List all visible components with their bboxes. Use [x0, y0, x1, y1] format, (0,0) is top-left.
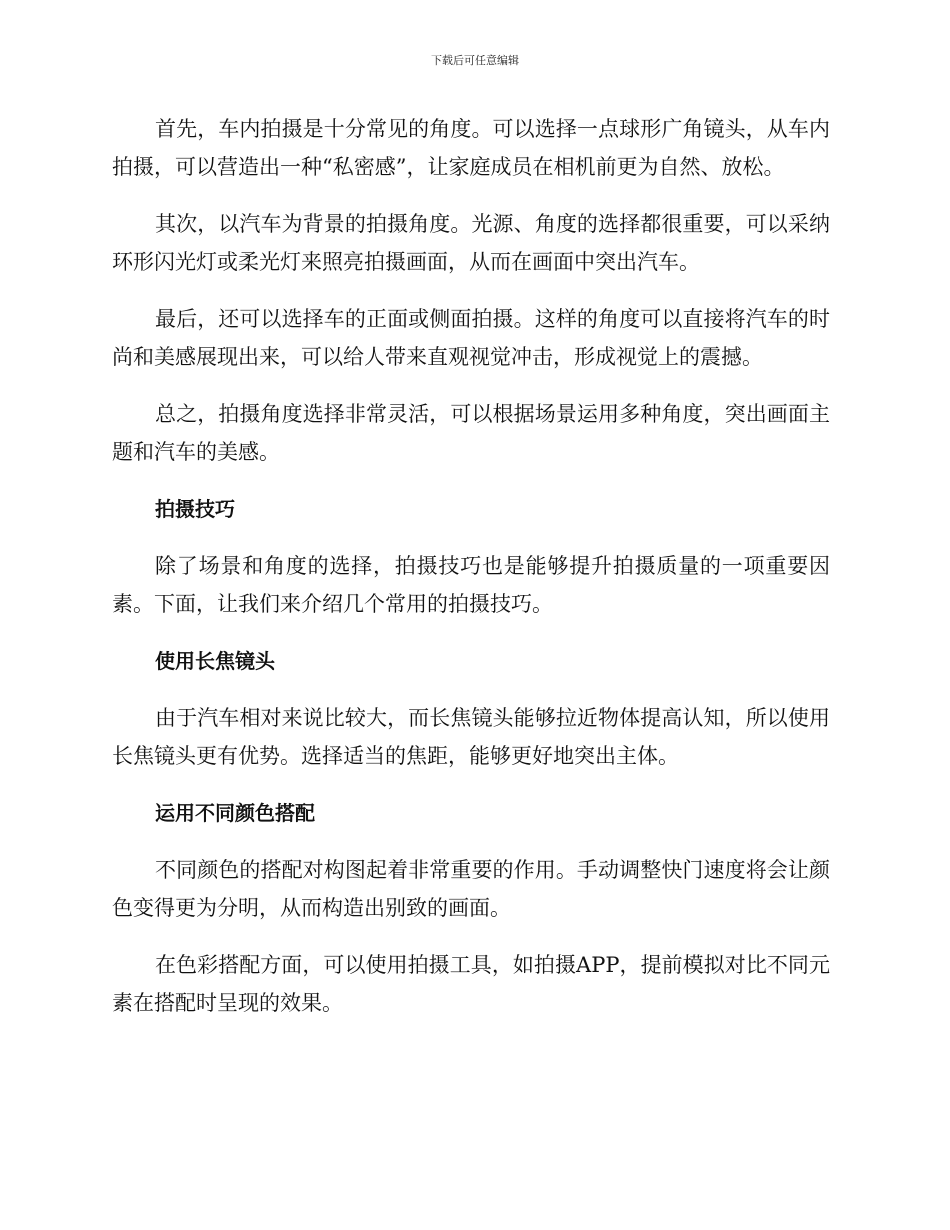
paragraph-spacer	[112, 680, 830, 699]
paragraph-angle-summary: 总之，拍摄角度选择非常灵活，可以根据场景运用多种角度，突出画面主题和汽车的美感。	[112, 402, 830, 464]
paragraph-interior-angle: 首先，车内拍摄是十分常见的角度。可以选择一点球形广角镜头，从车内拍摄，可以营造出一种“私密感”，让家庭成员在相机前更为自然、放松。	[112, 117, 830, 179]
paragraph-spacer	[112, 471, 830, 490]
paragraph-spacer	[112, 927, 830, 946]
paragraph-background-angle: 其次，以汽车为背景的拍摄角度。光源、角度的选择都很重要，可以采纳环形闪光灯或柔光灯来照亮拍摄画面，从而在画面中突出汽车。	[112, 212, 830, 274]
paragraph-color-tools: 在色彩搭配方面，可以使用拍摄工具，如拍摄APP，提前模拟对比不同元素在搭配时呈现的效果。	[112, 953, 830, 1015]
paragraph-spacer	[112, 376, 830, 395]
paragraph-spacer	[112, 623, 830, 642]
paragraph-color-composition: 不同颜色的搭配对构图起着非常重要的作用。手动调整快门速度将会让颜色变得更为分明，从而构造出别致的画面。	[112, 858, 830, 920]
paragraph-telephoto: 由于汽车相对来说比较大，而长焦镜头能够拉近物体提高认知，所以使用长焦镜头更有优势。选择适当的焦距，能够更好地突出主体。	[112, 706, 830, 768]
paragraph-tips-intro: 除了场景和角度的选择，拍摄技巧也是能够提升拍摄质量的一项重要因素。下面，让我们来介绍几个常用的拍摄技巧。	[112, 554, 830, 616]
paragraph-spacer	[112, 186, 830, 205]
paragraph-spacer	[112, 281, 830, 300]
paragraph-spacer	[112, 832, 830, 851]
document-body	[112, 110, 830, 1022]
section-heading-shooting-tips: 拍摄技巧	[155, 497, 235, 521]
page-header: 下载后可任意编辑	[431, 54, 519, 67]
section-heading-color-matching: 运用不同颜色搭配	[155, 801, 315, 825]
paragraph-front-side-angle: 最后，还可以选择车的正面或侧面拍摄。这样的角度可以直接将汽车的时尚和美感展现出来，可以给人带来直观视觉冲击，形成视觉上的震撼。	[112, 307, 830, 369]
paragraph-spacer	[112, 775, 830, 794]
section-heading-telephoto: 使用长焦镜头	[155, 649, 275, 673]
paragraph-spacer	[112, 528, 830, 547]
